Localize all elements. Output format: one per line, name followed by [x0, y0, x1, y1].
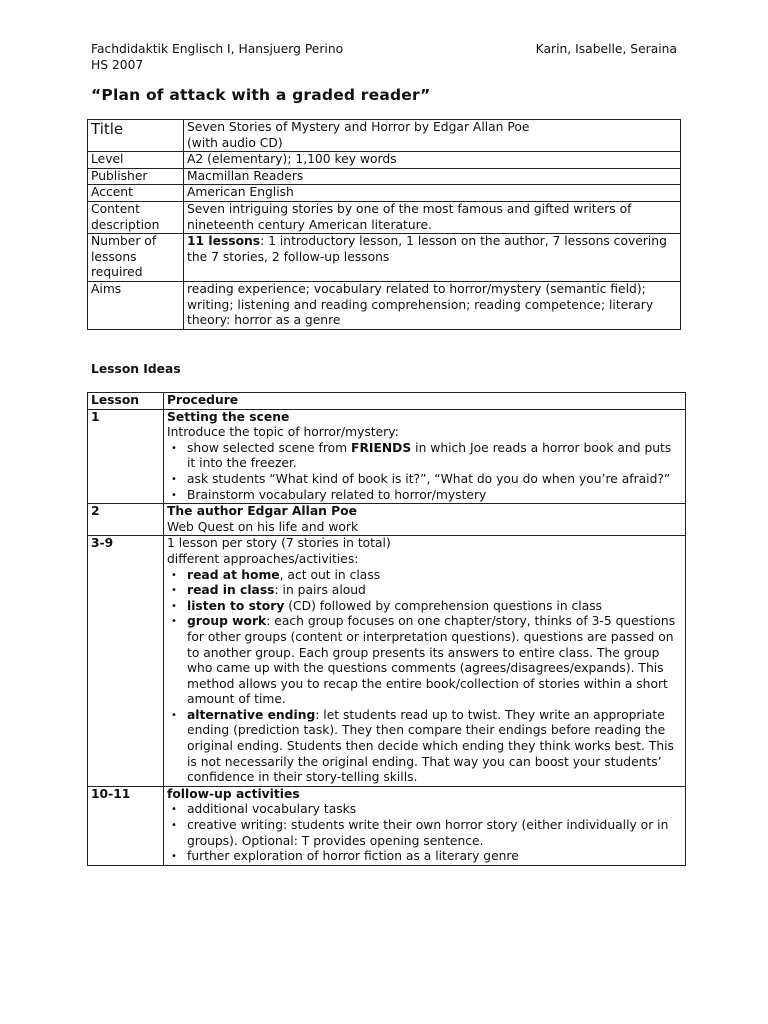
- activity-name: read in class: [187, 583, 275, 598]
- info-row-level: [88, 152, 681, 169]
- activity-text: : let students read up to twist. They write an appropriate ending (prediction task). They then compare their endings before reading the original ending. Students then decide which ending they think works best. This is not necessarily the original ending. That way you can boost your students’ confidence in their story-telling skills.: [187, 707, 674, 785]
- lesson-title: follow-up activities: [167, 786, 300, 801]
- course-line: Fachdidaktik Englisch I, Hansjuerg Perino: [91, 42, 344, 56]
- lesson-row-2: [88, 504, 686, 536]
- lesson-row-10-11: [88, 786, 686, 865]
- info-row-title: [88, 120, 681, 152]
- lesson-text: 1 lesson per story (7 stories in total): [167, 536, 391, 551]
- book-title-note: (with audio CD): [187, 135, 283, 150]
- lesson-number: 2: [88, 504, 164, 536]
- procedure-item: [187, 614, 682, 708]
- authors-line: Karin, Isabelle, Seraina: [535, 42, 677, 56]
- book-title: Seven Stories of Mystery and Horror by Edgar Allan Poe: [187, 120, 530, 134]
- info-row-content: [88, 201, 681, 233]
- header-left: [91, 42, 343, 73]
- procedure-item: • additional vocabulary tasks: [187, 802, 682, 818]
- lesson-procedure: [164, 504, 686, 536]
- info-row-accent: [88, 185, 681, 202]
- book-info-table: [87, 119, 681, 330]
- activity-name: alternative ending: [187, 707, 316, 722]
- lesson-number: 10-11: [88, 786, 164, 865]
- lesson-title: The author Edgar Allan Poe: [167, 504, 357, 519]
- procedure-item: [187, 441, 682, 472]
- lesson-text: different approaches/activities:: [167, 551, 359, 566]
- procedure-item: [187, 708, 682, 786]
- activity-text: : each group focuses on one chapter/story, thinks of 3-5 questions for other groups (content or interpretation questions). questions are passed on to another group. Each group presents its answers to entire class. The group who came up with the questions comments (agrees/disagrees/expands). This method allows you to recap the entire book/collection of stories within a short amount of time.: [187, 614, 676, 707]
- info-label-level: Level: [88, 152, 184, 169]
- procedure-item: • creative writing: students write their own horror story (either individually or in groups). Optional: T provides opening sentence.: [187, 818, 682, 849]
- lesson-text: Web Quest on his life and work: [167, 519, 359, 534]
- activity-text: : in pairs aloud: [274, 583, 366, 598]
- lessons-breakdown: : 1 introductory lesson, 1 lesson on the author, 7 lessons covering the 7 stories, 2 follow-up lessons: [187, 234, 667, 264]
- info-row-aims: [88, 281, 681, 329]
- procedure-list: [167, 802, 682, 864]
- procedure-item: [187, 599, 682, 615]
- procedure-list: [167, 568, 682, 786]
- info-value-lessons: [184, 234, 681, 282]
- procedure-item: • further exploration of horror fiction as a literary genre: [187, 849, 682, 865]
- lesson-row-1: [88, 409, 686, 504]
- semester-line: HS 2007: [91, 57, 144, 72]
- info-row-lessons: [88, 234, 681, 282]
- table-header-row: [88, 393, 686, 410]
- lesson-procedure: [164, 536, 686, 787]
- activity-text: (CD) followed by comprehension questions in class: [284, 598, 603, 613]
- activity-text: , act out in class: [279, 567, 381, 582]
- info-value-title: [184, 120, 681, 152]
- info-value-aims: reading experience; vocabulary related to horror/mystery (semantic field); writing; listening and reading comprehension; reading competence; literary theory: horror as a genre: [184, 281, 681, 329]
- lesson-ideas-heading: Lesson Ideas: [91, 362, 181, 376]
- info-label-publisher: Publisher: [88, 168, 184, 185]
- column-header-lesson: Lesson: [88, 393, 164, 410]
- info-label-accent: Accent: [88, 185, 184, 202]
- lesson-procedure: [164, 786, 686, 865]
- info-value-level: A2 (elementary); 1,100 key words: [184, 152, 681, 169]
- lesson-intro: Introduce the topic of horror/mystery:: [167, 425, 399, 440]
- info-label-lessons: Number of lessons required: [88, 234, 184, 282]
- procedure-item: • Brainstorm vocabulary related to horror/mystery: [187, 488, 682, 504]
- lesson-procedure: [164, 409, 686, 504]
- lesson-row-3-9: [88, 536, 686, 787]
- tv-show-name: FRIENDS: [351, 440, 412, 455]
- activity-name: group work: [187, 614, 267, 629]
- lesson-ideas-table: [87, 392, 686, 866]
- procedure-item: [187, 583, 682, 599]
- info-row-publisher: [88, 168, 681, 185]
- lesson-title: Setting the scene: [167, 409, 290, 424]
- column-header-procedure: Procedure: [164, 393, 686, 410]
- info-value-content: Seven intriguing stories by one of the most famous and gifted writers of nineteenth century American literature.: [184, 201, 681, 233]
- activity-name: listen to story: [187, 598, 285, 613]
- info-label-content: Content description: [88, 201, 184, 233]
- procedure-item: • ask students “What kind of book is it?”, “What do you do when you’re afraid?”: [187, 472, 682, 488]
- lessons-count: 11 lessons: [187, 234, 261, 249]
- info-value-accent: American English: [184, 185, 681, 202]
- info-label-aims: Aims: [88, 281, 184, 329]
- activity-name: read at home: [187, 567, 280, 582]
- page-header: [91, 42, 677, 73]
- procedure-list: [167, 441, 682, 503]
- procedure-item: [187, 568, 682, 584]
- lesson-number: 3-9: [88, 536, 164, 787]
- item-text: in which Joe reads a horror book and puts it into the freezer.: [187, 440, 672, 471]
- info-value-publisher: Macmillan Readers: [184, 168, 681, 185]
- document-title: “Plan of attack with a graded reader”: [91, 86, 431, 104]
- info-label-title: Title: [88, 120, 184, 152]
- lesson-number: 1: [88, 409, 164, 504]
- item-text: show selected scene from: [187, 440, 352, 455]
